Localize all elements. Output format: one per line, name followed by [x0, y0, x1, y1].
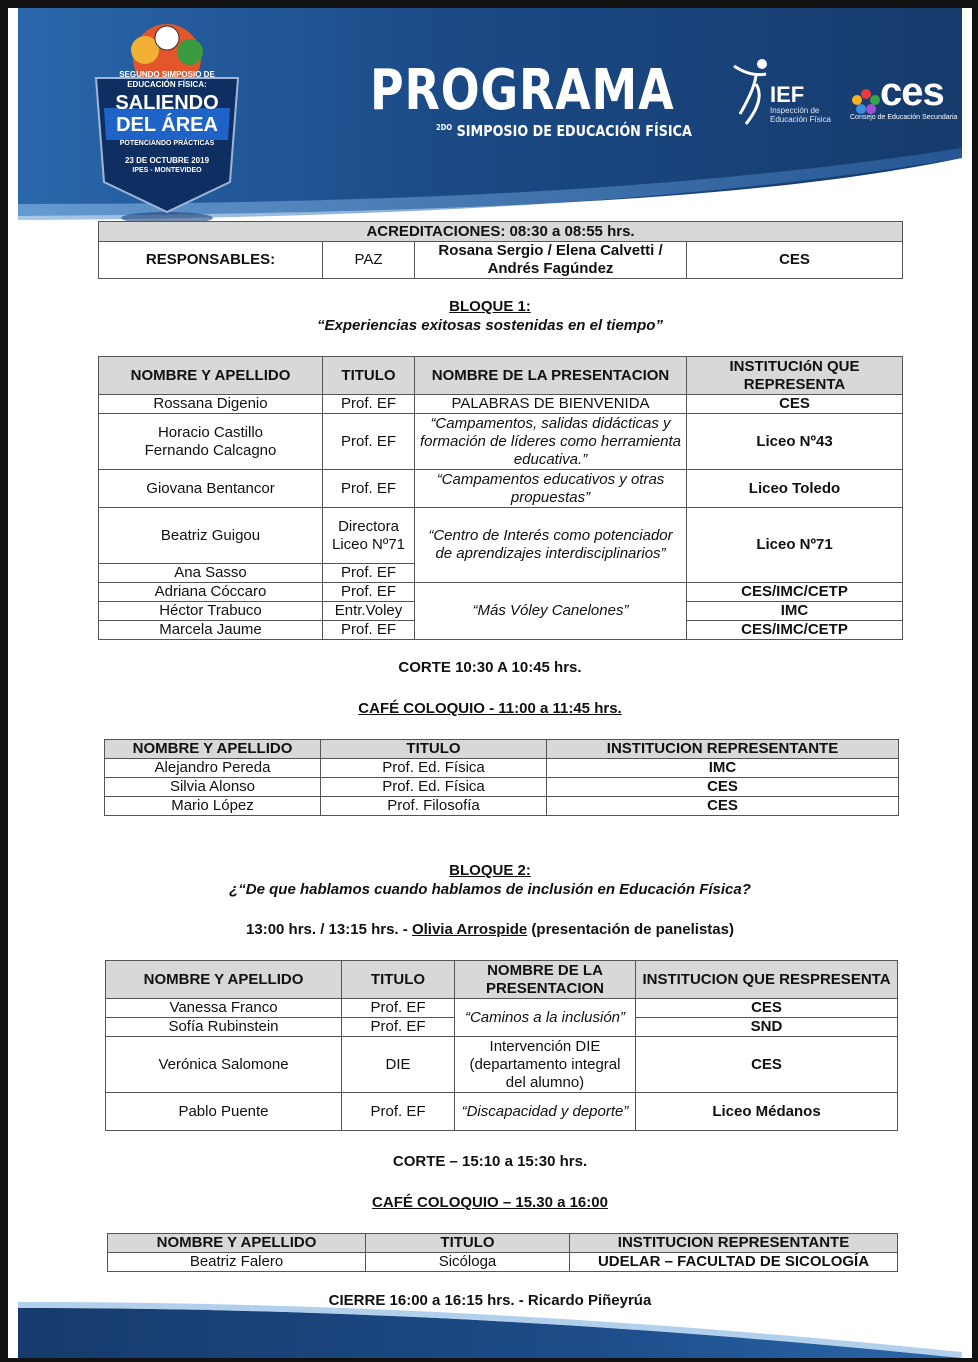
b1-r7-institution: CES/IMC/CETP — [687, 621, 903, 640]
c2-header-title: TITULO — [366, 1234, 570, 1253]
c1-r2-name: Mario López — [105, 797, 321, 816]
badge-line6: 23 DE OCTUBRE 2019 — [124, 156, 210, 165]
b1-r0-presentation: PALABRAS DE BIENVENIDA — [415, 395, 687, 414]
b1-r1-presentation: “Campamentos, salidas didácticas y formación de líderes como herramienta educativa.” — [415, 414, 687, 470]
b2-r3-title: Prof. EF — [342, 1093, 455, 1131]
bloque1-heading: BLOQUE 1: — [449, 298, 531, 315]
badge-line2: EDUCACIÓN FÍSICA: — [127, 80, 207, 89]
b1-r3-title: Directora Liceo Nº71 — [323, 508, 415, 564]
table-row — [105, 778, 899, 797]
b1-r0-title: Prof. EF — [323, 395, 415, 414]
c1-header-institution: INSTITUCION REPRESENTANTE — [547, 740, 899, 759]
c2-r0-institution: UDELAR – FACULTAD DE SICOLOGÍA — [570, 1253, 898, 1272]
b2-r3-presentation: “Discapacidad y deporte” — [455, 1093, 636, 1131]
b2-header-institution: INSTITUCION QUE RESPRESENTA — [636, 961, 898, 999]
c1-r0-title: Prof. Ed. Física — [321, 759, 547, 778]
b1-r5-title: Prof. EF — [323, 583, 415, 602]
accreditation-institution: CES — [687, 242, 903, 279]
b1-r2-institution: Liceo Toledo — [687, 470, 903, 508]
b2-header-name: NOMBRE Y APELLIDO — [106, 961, 342, 999]
table-row — [106, 999, 898, 1018]
b1-r4-title: Prof. EF — [323, 564, 415, 583]
badge-line7: IPES - MONTEVIDEO — [132, 167, 202, 174]
c1-r2-institution: CES — [547, 797, 899, 816]
b1-r6-name: Héctor Trabuco — [99, 602, 323, 621]
b2-r2-presentation: Intervención DIE (departamento integral del alumno) — [455, 1037, 636, 1093]
b1-r4-name: Ana Sasso — [99, 564, 323, 583]
c1-r1-institution: CES — [547, 778, 899, 797]
ief-name: IEF — [770, 82, 805, 107]
b2-header-presentation: NOMBRE DE LA PRESENTACION — [455, 961, 636, 999]
b1-r7-name: Marcela Jaume — [99, 621, 323, 640]
b1-header-name: NOMBRE Y APELLIDO — [99, 357, 323, 395]
table-row — [106, 1037, 898, 1093]
table-row — [108, 1253, 898, 1272]
c1-r2-title: Prof. Filosofía — [321, 797, 547, 816]
b1-header-presentation: NOMBRE DE LA PRESENTACION — [415, 357, 687, 395]
c1-r1-name: Silvia Alonso — [105, 778, 321, 797]
b2-r3-name: Pablo Puente — [106, 1093, 342, 1131]
bloque1-subtitle: “Experiencias exitosas sostenidas en el tiempo” — [317, 317, 663, 334]
b1-r5-name: Adriana Cóccaro — [99, 583, 323, 602]
badge-line4: DEL ÁREA — [116, 114, 218, 136]
b2-r1-title: Prof. EF — [342, 1018, 455, 1037]
b2-r2-name: Verónica Salomone — [106, 1037, 342, 1093]
b1-r2-name: Giovana Bentancor — [99, 470, 323, 508]
b1-r5-presentation: “Más Vóley Canelones” — [415, 583, 687, 640]
corte1: CORTE 10:30 A 10:45 hrs. — [398, 659, 582, 676]
c2-r0-name: Beatriz Falero — [108, 1253, 366, 1272]
b2-r0-institution: CES — [636, 999, 898, 1018]
b2-r1-institution: SND — [636, 1018, 898, 1037]
b1-r1-title: Prof. EF — [323, 414, 415, 470]
b1-r3-presentation: “Centro de Interés como potenciador de aprendizajes interdisciplinarios” — [415, 508, 687, 583]
b2-r1-name: Sofía Rubinstein — [106, 1018, 342, 1037]
b2-r3-institution: Liceo Médanos — [636, 1093, 898, 1131]
b1-r5-institution: CES/IMC/CETP — [687, 583, 903, 602]
b2-r0-title: Prof. EF — [342, 999, 455, 1018]
b1-r2-title: Prof. EF — [323, 470, 415, 508]
b2-header-title: TITULO — [342, 961, 455, 999]
table-row — [99, 414, 903, 470]
subtitle-text: SIMPOSIO DE EDUCACIÓN FÍSICA — [456, 122, 692, 140]
cafe1-table — [104, 739, 899, 816]
ces-name: ces — [880, 70, 944, 114]
cafe2-heading: CAFÉ COLOQUIO – 15.30 a 16:00 — [372, 1194, 608, 1211]
bloque2-subtitle: ¿“De que hablamos cuando hablamos de inclusión en Educación Física? — [229, 881, 751, 898]
table-row — [106, 1093, 898, 1131]
intro-time: 13:00 hrs. / 13:15 hrs. - — [246, 921, 412, 938]
b1-header-title: TITULO — [323, 357, 415, 395]
ief-subtitle — [770, 106, 840, 124]
accreditation-people: Rosana Sergio / Elena Calvetti / Andrés Fagúndez — [415, 242, 687, 279]
c1-header-name: NOMBRE Y APELLIDO — [105, 740, 321, 759]
responsables-label: RESPONSABLES: — [99, 242, 323, 279]
b2-r0-presentation: “Caminos a la inclusión” — [455, 999, 636, 1037]
b1-r0-institution: CES — [687, 395, 903, 414]
b1-r0-name: Rossana Digenio — [99, 395, 323, 414]
b1-r1-name: Horacio Castillo Fernando Calcagno — [99, 414, 323, 470]
b2-r2-institution: CES — [636, 1037, 898, 1093]
b1-header-institution: INSTITUCIóN QUE REPRESENTA — [687, 357, 903, 395]
corte2: CORTE – 15:10 a 15:30 hrs. — [392, 1153, 588, 1170]
table-row — [99, 395, 903, 414]
b1-r6-title: Entr.Voley — [323, 602, 415, 621]
b1-r3-name: Beatriz Guigou — [99, 508, 323, 564]
bloque2-table — [105, 960, 898, 1131]
program-page — [8, 8, 972, 1358]
badge-line5: POTENCIANDO PRÁCTICAS — [119, 140, 215, 147]
footer-band — [8, 1278, 972, 1358]
bloque1-table — [98, 356, 903, 640]
c1-r1-title: Prof. Ed. Física — [321, 778, 547, 797]
table-row — [99, 583, 903, 602]
c2-header-name: NOMBRE Y APELLIDO — [108, 1234, 366, 1253]
c1-header-title: TITULO — [321, 740, 547, 759]
ief-sub-line2: Educación Física — [770, 115, 831, 124]
bloque2-heading: BLOQUE 2: — [449, 862, 531, 879]
accreditation-table — [98, 221, 903, 279]
b2-r0-name: Vanessa Franco — [106, 999, 342, 1018]
accreditation-title: ACREDITACIONES: 08:30 a 08:55 hrs. — [99, 222, 903, 242]
ief-sub-line1: Inspección de — [770, 106, 820, 115]
c1-r0-institution: IMC — [547, 759, 899, 778]
ces-subtitle: Consejo de Educación Secundaria — [850, 114, 958, 121]
b2-r2-title: DIE — [342, 1037, 455, 1093]
cafe1-heading: CAFÉ COLOQUIO - 11:00 a 11:45 hrs. — [358, 700, 622, 717]
badge-line1: SEGUNDO SIMPOSIO DE — [119, 70, 215, 79]
table-row — [105, 797, 899, 816]
b1-r1-institution: Liceo Nº43 — [687, 414, 903, 470]
b1-r3-institution: Liceo Nº71 — [687, 508, 903, 583]
page-title: PROGRAMA — [370, 58, 675, 123]
badge-line3: SALIENDO — [115, 92, 219, 114]
c1-r0-name: Alejandro Pereda — [105, 759, 321, 778]
cafe2-table — [107, 1233, 898, 1272]
table-row — [99, 470, 903, 508]
bloque2-intro — [8, 921, 972, 938]
cierre: CIERRE 16:00 a 16:15 hrs. - Ricardo Piñeyrúa — [328, 1292, 652, 1309]
table-row — [105, 759, 899, 778]
accreditation-place: PAZ — [323, 242, 415, 279]
page-subtitle — [436, 122, 692, 140]
subtitle-sup: 2DO — [436, 123, 453, 132]
b1-r2-presentation: “Campamentos educativos y otras propuestas” — [415, 470, 687, 508]
table-row — [99, 508, 903, 564]
intro-person: Olivia Arrospide — [411, 921, 528, 938]
intro-note: (presentación de panelistas) — [527, 921, 734, 938]
c2-header-institution: INSTITUCION REPRESENTANTE — [570, 1234, 898, 1253]
c2-r0-title: Sicóloga — [366, 1253, 570, 1272]
b1-r6-institution: IMC — [687, 602, 903, 621]
b1-r7-title: Prof. EF — [323, 621, 415, 640]
